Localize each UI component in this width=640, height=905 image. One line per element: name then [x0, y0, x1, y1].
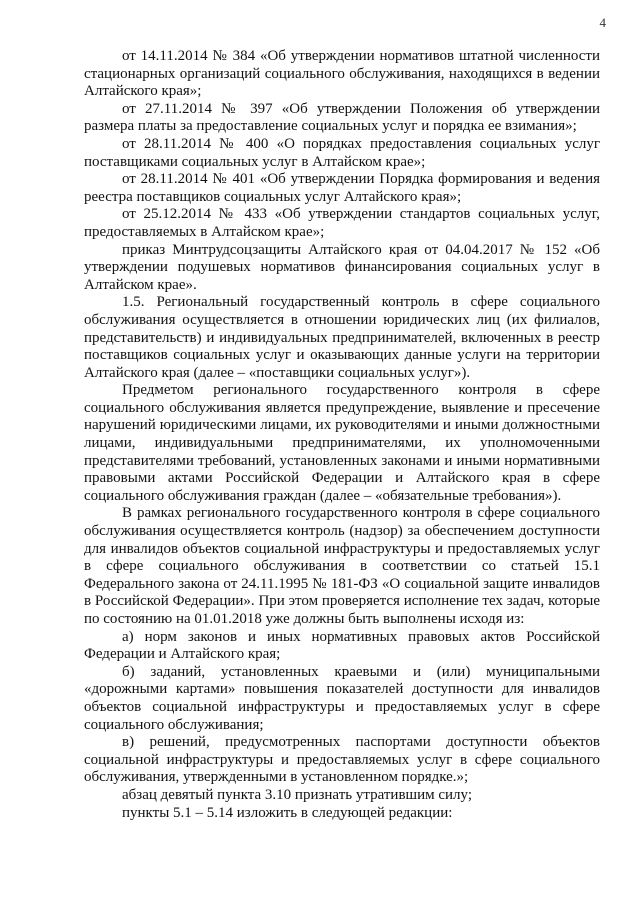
paragraph-order-384: от 14.11.2014 № 384 «Об утверждении нормативов штатной численности стационарных организаций социального обслуживания, находящихся в ведении Алтайского края»;	[84, 48, 600, 100]
paragraph-control-subject: Предметом регионального государственного контроля в сфере социального обслуживания является предупреждение, выявление и пресечение нарушений юридическими лицами, их руководителями и иными должностными лицами, индивидуальными предпринимателями, их уполномоченными представителями требований, установленных законами и иными нормативными правовыми актами Российской Федерации и Алтайского края в сфере социального обслуживания граждан (далее – «обязательные требования»).	[84, 382, 600, 504]
paragraph-order-401: от 28.11.2014 № 401 «Об утверждении Порядка формирования и ведения реестра поставщиков социальных услуг Алтайского края»;	[84, 171, 600, 205]
paragraph-accessibility-control: В рамках регионального государственного контроля в сфере социального обслуживания осуществляется контроль (надзор) за обеспечением доступности для инвалидов объектов социальной инфраструктуры и предоставляемых услуг в сфере социального обслуживания в соответствии со статьей 15.1 Федерального закона от 24.11.1995 № 181-ФЗ «О социальной защите инвалидов в Российской Федерации». При этом проверяется исполнение тех задач, которые по состоянию на 01.01.2018 уже должны быть выполнены исходя из:	[84, 505, 600, 627]
paragraph-new-edition: пункты 5.1 – 5.14 изложить в следующей редакции:	[122, 804, 453, 821]
list-item-c: в) решений, предусмотренных паспортами доступности объектов социальной инфраструктуры и предоставляемых услуг в сфере социального обслуживания, утвержденными в установленном порядке.»;	[84, 734, 600, 786]
paragraph-order-397: от 27.11.2014 № 397 «Об утверждении Положения об утверждении размера платы за предоставление социальных услуг и порядка ее взимания»;	[84, 100, 600, 135]
list-item-b: б) заданий, установленных краевыми и (или) муниципальными «дорожными картами» повышения показателей доступности для инвалидов объектов социальной инфраструктуры и предоставляемых услуг в сфере социального обслуживания;	[84, 663, 600, 733]
paragraph-order-433: от 25.12.2014 № 433 «Об утверждении стандартов социальных услуг, предоставляемых в Алтайском крае»;	[84, 206, 600, 240]
list-item-a: а) норм законов и иных нормативных правовых актов Российской Федерации и Алтайского края;	[84, 628, 600, 663]
page-number: 4	[599, 15, 606, 30]
paragraph-section-1-5: 1.5. Региональный государственный контроль в сфере социального обслуживания осуществляется в отношении юридических лиц (их филиалов, представительств) и индивидуальных предпринимателей, включенных в реестр поставщиков социальных услуг и оказывающих данные услуги на территории Алтайского края (далее – «поставщики социальных услуг»).	[84, 294, 600, 381]
document-body	[84, 48, 600, 822]
paragraph-repeal-3-10: абзац девятый пункта 3.10 признать утратившим силу;	[122, 786, 472, 803]
paragraph-order-152: приказ Минтрудсоцзащиты Алтайского края от 04.04.2017 № 152 «Об утверждении подушевых нормативов финансирования социальных услуг в Алтайском крае».	[84, 241, 600, 293]
paragraph-order-400: от 28.11.2014 № 400 «О порядках предоставления социальных услуг поставщиками социальных услуг в Алтайском крае»;	[84, 135, 600, 170]
